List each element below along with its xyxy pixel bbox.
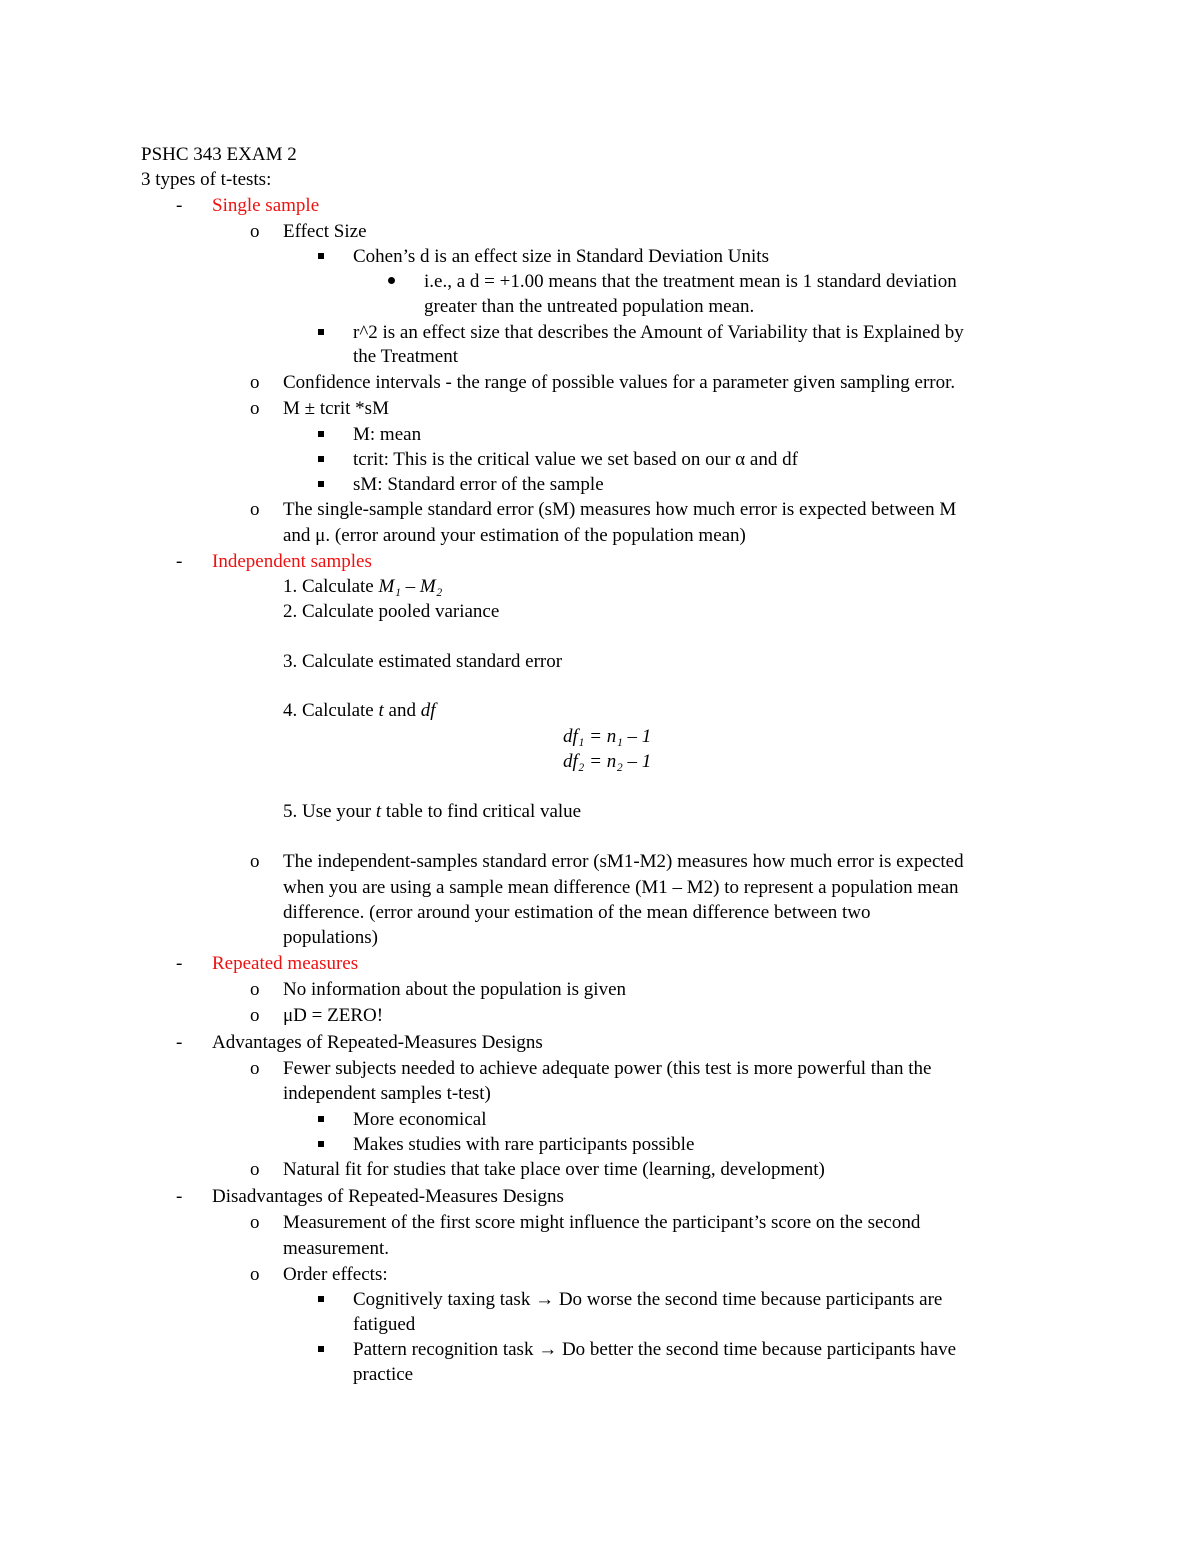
step-2: 2. Calculate pooled variance [283,601,500,622]
confidence-intervals-item: Confidence intervals - the range of possible values for a parameter given sampling error. [283,372,956,393]
order-effects-item: Order effects: [283,1264,388,1285]
cohens-d-item: Cohen’s d is an effect size in Standard Deviation Units [353,246,769,267]
no-info-item: No information about the population is given [283,979,627,1000]
step-4 [283,699,436,723]
square-bullet [318,1296,324,1302]
indep-se-line-3: difference. (error around your estimation of the mean difference between two [283,902,871,923]
circle-bullet: o [250,1264,260,1285]
pattern-line-1: Pattern recognition task → Do better the second time because participants have [353,1339,957,1360]
ci-formula: M ± tcrit *sM [283,398,389,419]
circle-bullet: o [250,499,260,520]
square-bullet [318,431,324,437]
step-1-math: M₁ – M₂ [378,576,443,597]
circle-bullet: o [250,979,260,1000]
section-heading-single-sample: Single sample [212,195,320,216]
intro-text: 3 types of t-tests: [141,169,272,190]
ie-line-2: greater than the untreated population mean. [424,296,755,317]
square-bullet [318,1116,324,1122]
df2-equation: df₂ = n₂ – 1 [563,751,652,772]
fewer-subjects-line-1: Fewer subjects needed to achieve adequate power (this test is more powerful than the [283,1058,932,1079]
measurement-line-2: measurement. [283,1238,390,1259]
natural-fit-item: Natural fit for studies that take place over time (learning, development) [283,1159,825,1180]
circle-bullet: o [250,1058,260,1079]
dash-bullet: - [176,551,183,572]
circle-bullet: o [250,398,260,419]
r2-line-1: r^2 is an effect size that describes the Amount of Variability that is Explained by [353,322,964,343]
single-se-line-1: The single-sample standard error (sM) measures how much error is expected between M [283,499,957,520]
square-bullet [318,1346,324,1352]
step-4-t: t [378,700,384,721]
step-5-text: 5. Use your [283,801,372,822]
square-bullet [318,329,324,335]
page-title: PSHC 343 EXAM 2 [141,144,297,165]
step-4-text: 4. Calculate [283,700,374,721]
pattern-line-2: practice [353,1364,414,1385]
step-4-df: df [420,700,436,721]
dot-bullet [388,277,395,284]
rare-participants-item: Makes studies with rare participants possible [353,1134,695,1155]
indep-se-line-2: when you are using a sample mean difference (M1 – M2) to represent a population mean [283,877,959,898]
step-5 [283,800,581,824]
circle-bullet: o [250,1212,260,1233]
square-bullet [318,481,324,487]
mu-d-item: μD = ZERO! [283,1005,384,1026]
square-bullet [318,253,324,259]
square-bullet [318,456,324,462]
dash-bullet: - [176,1186,183,1207]
section-heading-independent-samples: Independent samples [212,551,372,572]
step-5-rest: table to find critical value [385,801,582,822]
economical-item: More economical [353,1109,487,1130]
step-3: 3. Calculate estimated standard error [283,651,563,672]
fewer-subjects-line-2: independent samples t-test) [283,1083,491,1104]
single-se-line-2: and μ. (error around your estimation of the population mean) [283,525,746,546]
section-heading-repeated-measures: Repeated measures [212,953,359,974]
measurement-line-1: Measurement of the first score might influence the participant’s score on the second [283,1212,921,1233]
square-bullet [318,1141,324,1147]
dash-bullet: - [176,195,183,216]
tcrit-definition: tcrit: This is the critical value we set based on our α and df [353,449,798,470]
step-1-text: 1. Calculate [283,576,374,597]
circle-bullet: o [250,372,260,393]
r2-line-2: the Treatment [353,346,459,367]
df1-equation: df₁ = n₁ – 1 [563,726,652,747]
dash-bullet: - [176,953,183,974]
circle-bullet: o [250,1005,260,1026]
circle-bullet: o [250,1159,260,1180]
ie-line-1: i.e., a d = +1.00 means that the treatment mean is 1 standard deviation [424,271,957,292]
section-heading-advantages: Advantages of Repeated-Measures Designs [212,1032,543,1053]
effect-size-item: Effect Size [283,221,367,242]
circle-bullet: o [250,851,260,872]
cognitive-line-2: fatigued [353,1314,416,1335]
section-heading-disadvantages: Disadvantages of Repeated-Measures Designs [212,1186,564,1207]
cognitive-line-1: Cognitively taxing task → Do worse the second time because participants are [353,1289,943,1310]
circle-bullet: o [250,221,260,242]
indep-se-line-1: The independent-samples standard error (sM1-M2) measures how much error is expected [283,851,964,872]
sm-definition: sM: Standard error of the sample [353,474,604,495]
step-4-and: and [388,700,416,721]
m-definition: M: mean [353,424,422,445]
dash-bullet: - [176,1032,183,1053]
step-1 [283,575,442,599]
indep-se-line-4: populations) [283,927,378,948]
step-5-t: t [375,801,382,822]
